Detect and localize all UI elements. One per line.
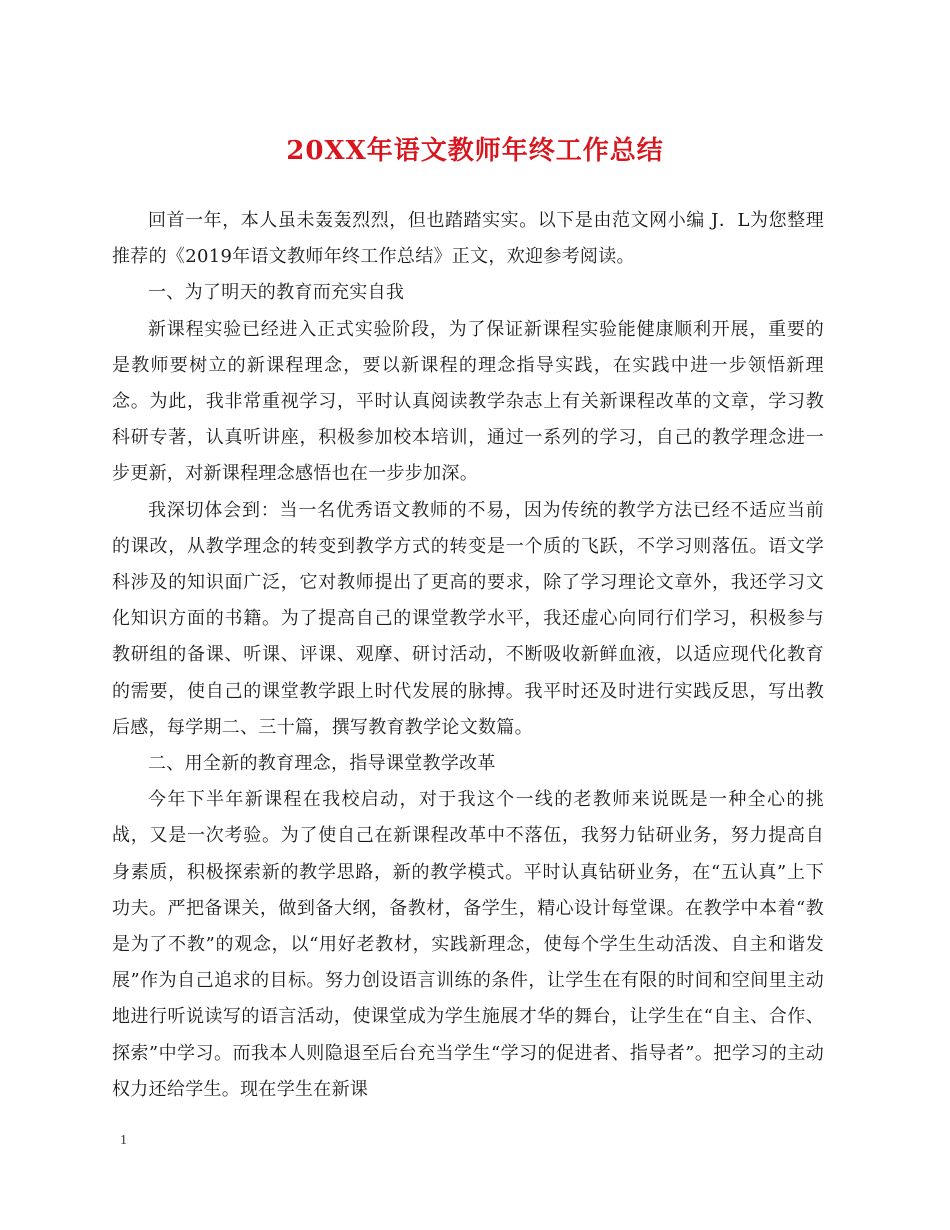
paragraph-intro: 回首一年，本人虽未轰轰烈烈，但也踏踏实实。以下是由范文网小编 J．L为您整理推荐的《2019年语文教师年终工作总结》正文，欢迎参考阅读。 — [112, 210, 824, 268]
section-heading-2: 二、用全新的教育理念，指导课堂教学改革 — [148, 753, 496, 775]
paragraph-3: 今年下半年新课程在我校启动，对于我这个一线的老教师来说既是一种全心的挑战，又是一次考验。为了使自己在新课程改革中不落伍，我努力钻研业务，努力提高自身素质，积极探索新的教学思路，新的教学模式。平时认真钻研业务，在“五认真”上下功夫。严把备课关，做到备大纲，备教材，备学生，精心设计每堂课。在教学中本着“教是为了不教”的观念，以“用好老教材，实践新理念，使每个学生生动活泼、自主和谐发展”作为自己追求的目标。努力创设语言训练的条件，让学生在有限的时间和空间里主动地进行听说读写的语言活动，使课堂成为学生施展才华的舞台，让学生在“自主、合作、探索”中学习。而我本人则隐退至后台充当学生“学习的促进者、指导者”。把学习的主动权力还给学生。现在学生在新课 — [112, 789, 824, 1100]
paragraph-1: 新课程实验已经进入正式实验阶段，为了保证新课程实验能健康顺利开展，重要的是教师要树立的新课程理念，要以新课程的理念指导实践，在实践中进一步领悟新理念。为此，我非常重视学习，平时认真阅读教学杂志上有关新课程改革的文章，学习教科研专著，认真听讲座，积极参加校本培训，通过一系列的学习，自己的教学理念进一步更新，对新课程理念感悟也在一步步加深。 — [112, 318, 824, 485]
document-title: 20XX年语文教师年终工作总结 — [286, 136, 664, 166]
document-body — [112, 203, 824, 1108]
section-heading-1: 一、为了明天的教育而充实自我 — [148, 282, 405, 304]
page-number: 1 — [120, 1133, 127, 1148]
paragraph-2: 我深切体会到：当一名优秀语文教师的不易，因为传统的教学方法已经不适应当前的课改，从教学理念的转变到教学方式的转变是一个质的飞跃，不学习则落伍。语文学科涉及的知识面广泛，它对教师提出了更高的要求，除了学习理论文章外，我还学习文化知识方面的书籍。为了提高自己的课堂教学水平，我还虚心向同行们学习，积极参与教研组的备课、听课、评课、观摩、研讨活动，不断吸收新鲜血液，以适应现代化教育的需要，使自己的课堂教学跟上时代发展的脉搏。我平时还及时进行实践反思，写出教后感，每学期二、三十篇，撰写教育教学论文数篇。 — [112, 499, 824, 738]
